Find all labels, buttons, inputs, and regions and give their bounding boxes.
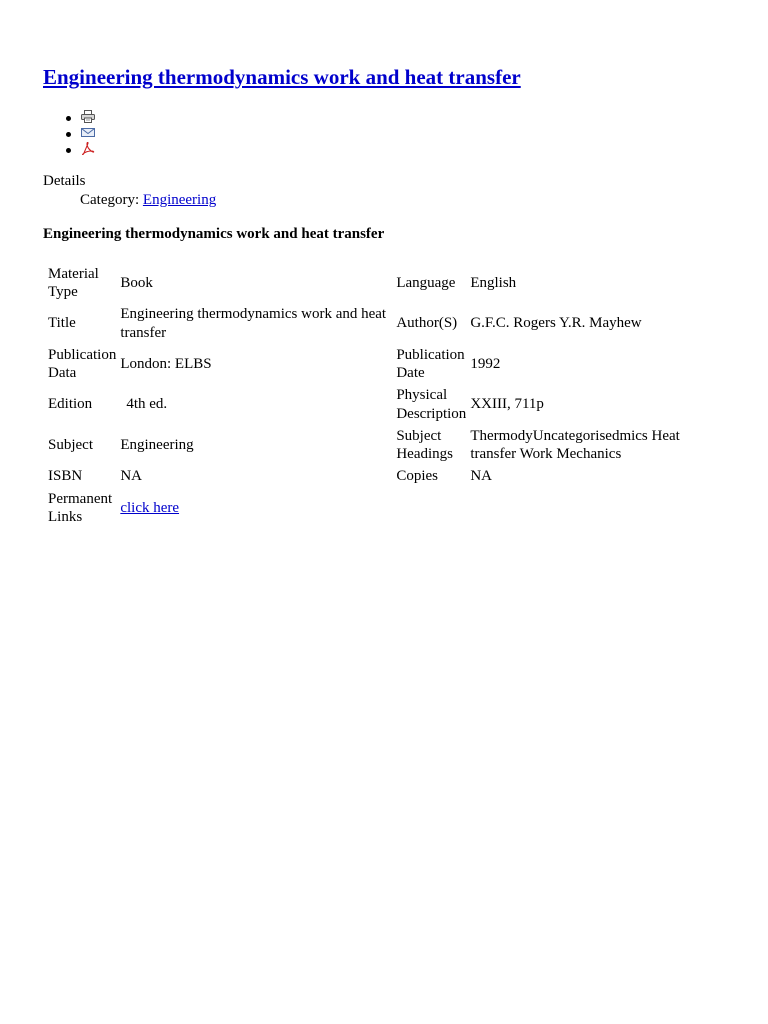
edition-label: Edition [48, 396, 93, 413]
table-row [46, 344, 688, 384]
publication-date-value: 1992 [470, 355, 501, 372]
subject-headings-label: Subject Headings [396, 427, 453, 462]
article-actions [66, 108, 95, 156]
email-icon[interactable] [81, 126, 95, 139]
list-bullet [66, 148, 71, 153]
copies-value: NA [470, 467, 492, 484]
print-action [66, 108, 95, 124]
pdf-icon[interactable] [81, 142, 95, 155]
category-label: Category: [80, 192, 143, 208]
list-bullet [66, 132, 71, 137]
category-line [80, 191, 216, 209]
empty-cell [394, 487, 468, 529]
empty-cell [468, 487, 688, 529]
email-action [66, 124, 95, 140]
table-row [46, 425, 688, 465]
pdf-action [66, 140, 95, 156]
title-value: Engineering thermodynamics work and heat transfer [120, 306, 387, 341]
category-link[interactable]: Engineering [142, 192, 217, 208]
table-row [46, 384, 688, 425]
physical-description-value: XXIII, 711p [470, 396, 544, 413]
edition-value: 4th ed. [126, 396, 168, 413]
subject-value: Engineering [120, 436, 194, 453]
permanent-links-cell [118, 487, 394, 529]
permanent-links-label: Permanent Links [48, 490, 113, 525]
article-heading: Engineering thermodynamics work and heat transfer [43, 226, 385, 242]
details-label: Details [43, 173, 86, 189]
record-table [46, 263, 688, 529]
page-title-link[interactable]: Engineering thermodynamics work and heat transfer [43, 65, 521, 89]
language-value: English [470, 274, 517, 291]
list-bullet [66, 116, 71, 121]
page-title [43, 63, 521, 91]
title-label: Title [48, 315, 76, 332]
isbn-label: ISBN [48, 467, 83, 484]
publication-data-value: London: ELBS [120, 355, 212, 372]
subject-label: Subject [48, 436, 93, 453]
physical-description-label: Physical Description [396, 387, 467, 422]
permanent-link[interactable]: click here [120, 499, 180, 516]
language-label: Language [396, 274, 456, 291]
publication-data-label: Publication Data [48, 346, 117, 381]
table-row [46, 465, 688, 487]
printer-icon[interactable] [81, 110, 95, 123]
table-row [46, 263, 688, 303]
authors-value: G.F.C. Rogers Y.R. Mayhew [470, 315, 642, 332]
material-type-label: Material Type [48, 265, 99, 300]
table-row [46, 303, 688, 344]
publication-date-label: Publication Date [396, 346, 465, 381]
material-type-value: Book [120, 274, 153, 291]
authors-label: Author(S) [396, 315, 458, 332]
copies-label: Copies [396, 467, 438, 484]
isbn-value: NA [120, 467, 142, 484]
subject-headings-value: ThermodyUncategorisedmics Heat transfer Work Mechanics [470, 427, 680, 462]
table-row [46, 487, 688, 529]
